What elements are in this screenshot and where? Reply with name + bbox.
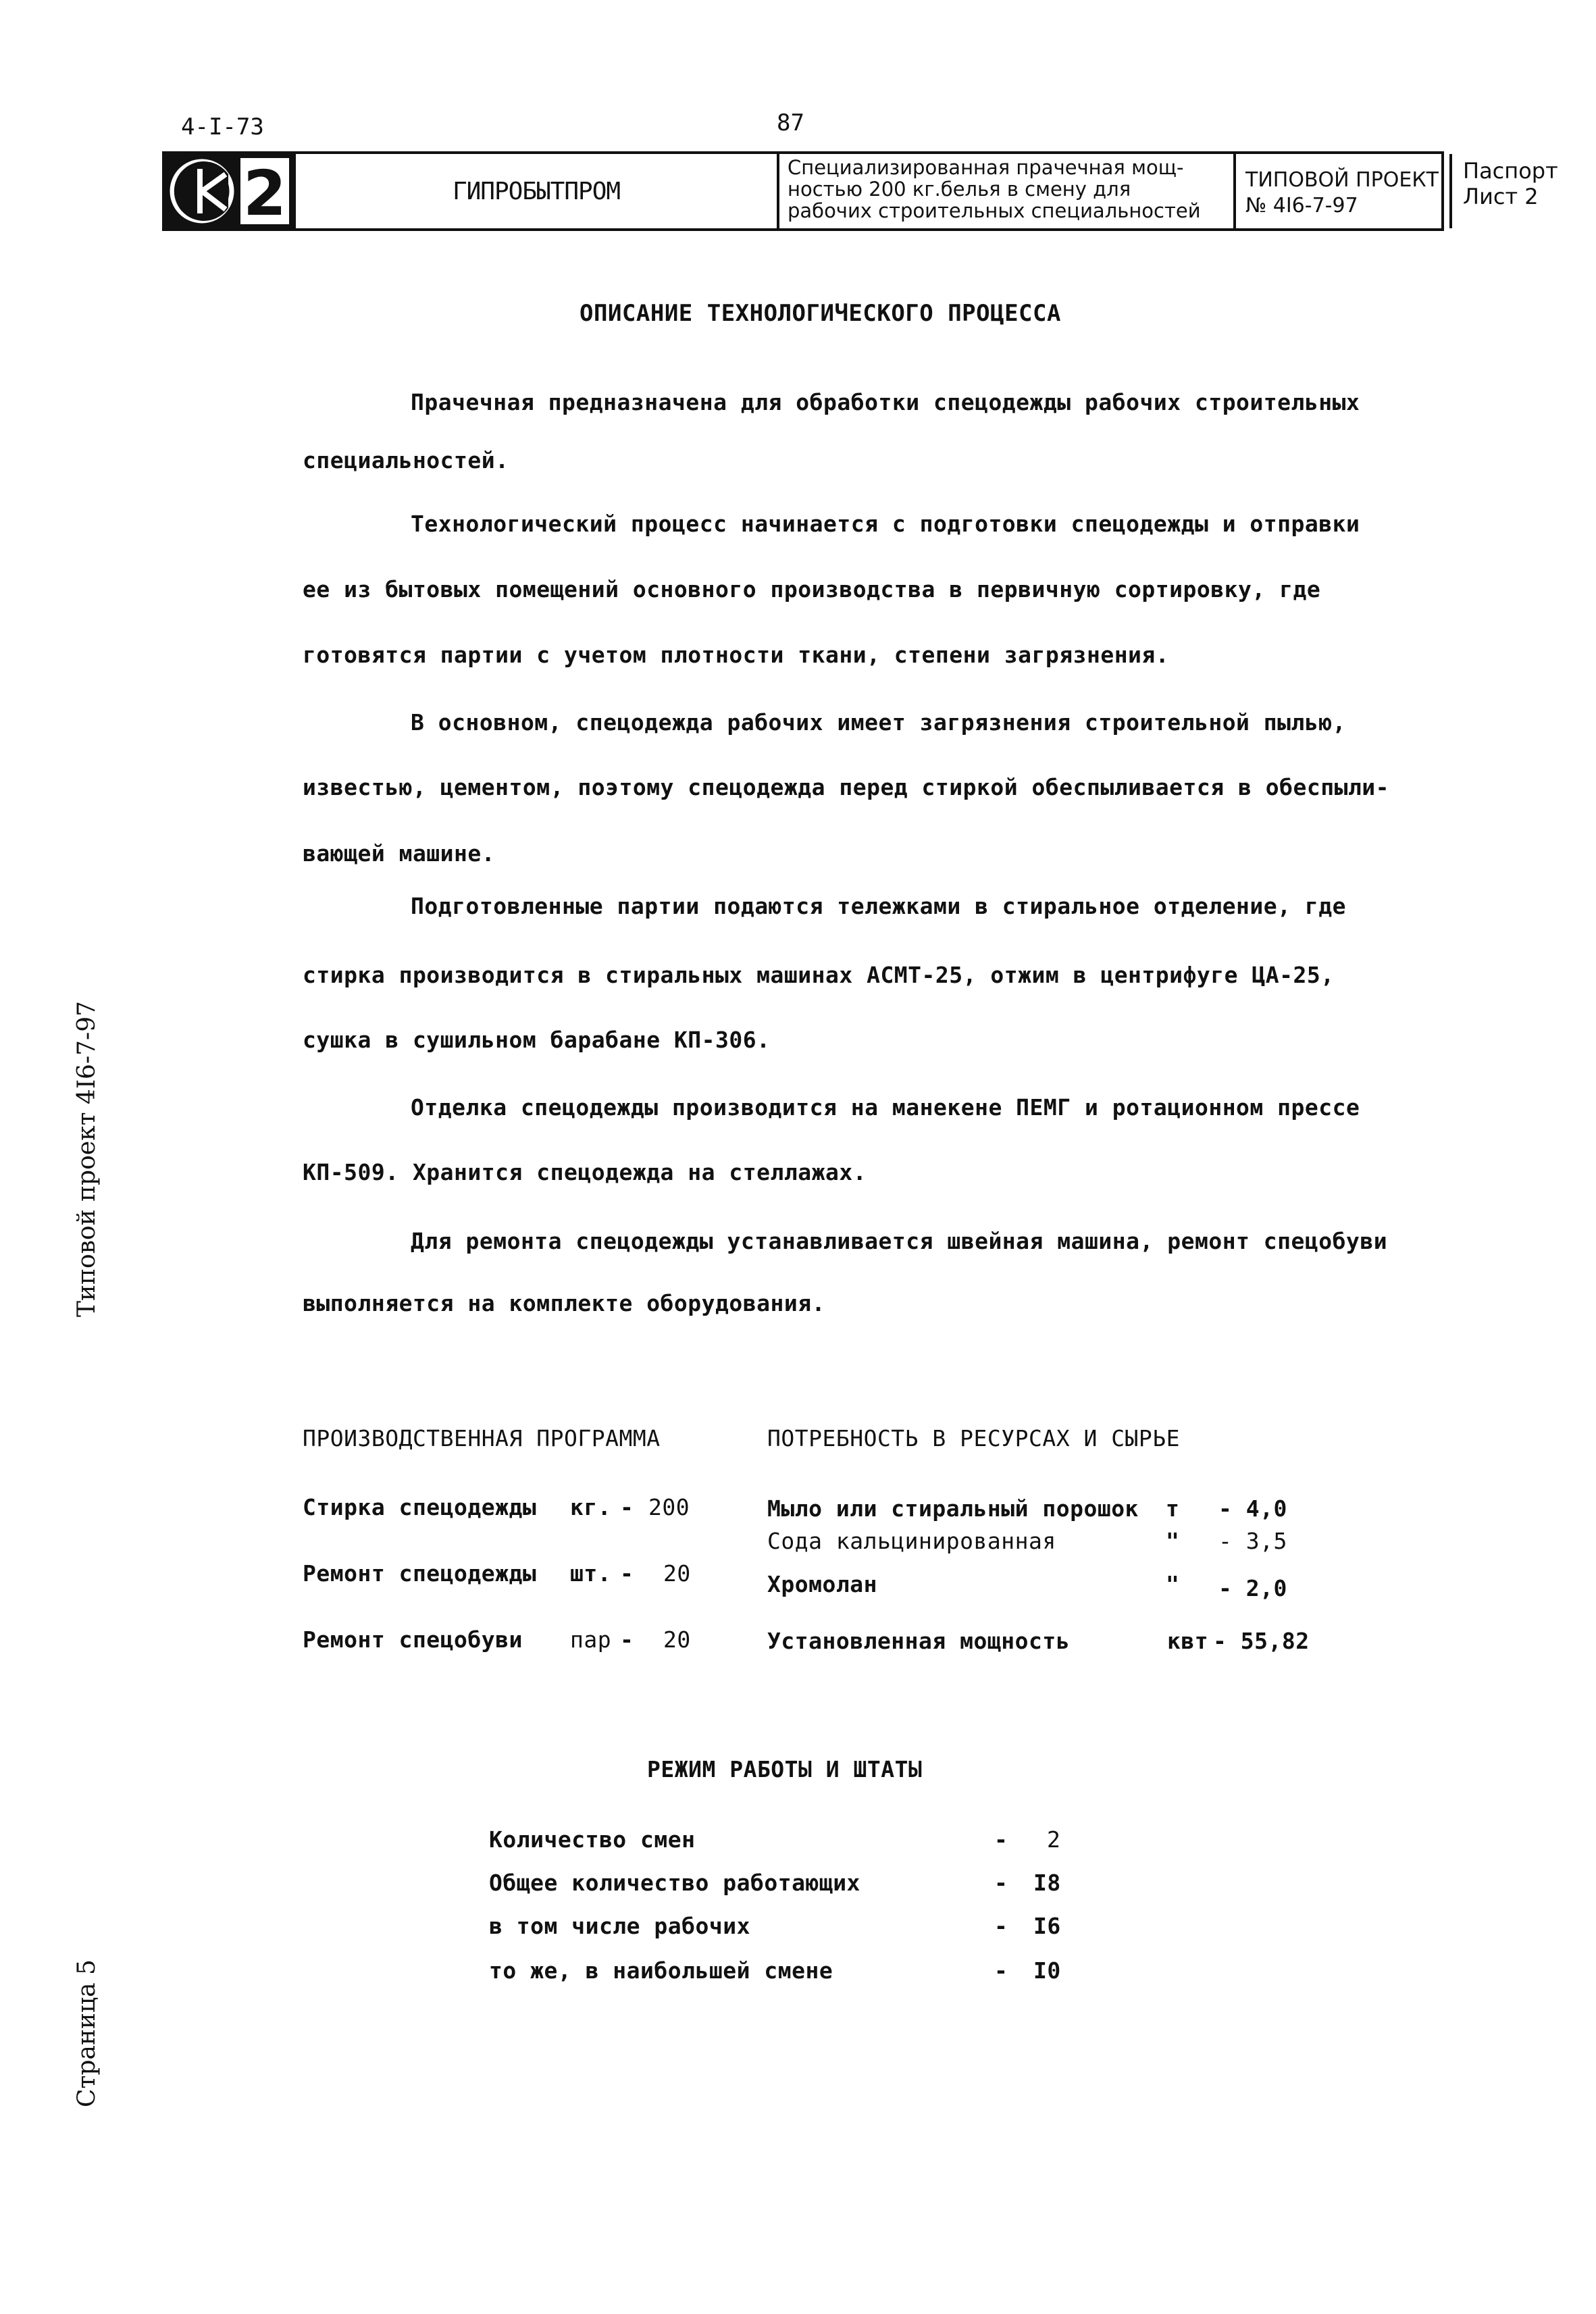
resource-row-name: Хромолан — [767, 1571, 877, 1597]
staff-row-name: то же, в наибольшей смене — [489, 1957, 833, 1984]
resource-row-unit: квт — [1167, 1628, 1209, 1654]
body-line: готовятся партии с учетом плотности ткани, степени загрязнения. — [303, 642, 1170, 668]
body-line: Технологический процесс начинается с подготовки спецодежды и отправки — [411, 511, 1360, 537]
program-row-value: 20 — [663, 1626, 691, 1653]
sheet-label: Лист 2 — [1463, 184, 1539, 209]
body-line: Прачечная предназначена для обработки спецодежды рабочих строительных — [411, 389, 1360, 415]
resource-row-value: - 55,82 — [1213, 1628, 1310, 1654]
staff-row-value: I8 — [1033, 1870, 1061, 1896]
document-code: 4-I-73 — [181, 113, 264, 140]
body-line: В основном, спецодежда рабочих имеет загрязнения строительной пылью, — [411, 709, 1347, 736]
body-line: специальностей. — [303, 447, 509, 473]
program-row-dash: - — [620, 1626, 634, 1653]
program-row-unit: шт. — [570, 1560, 612, 1587]
staff-row-value: I0 — [1033, 1957, 1061, 1984]
body-line: КП-509. Хранится спецодежда на стеллажах. — [303, 1159, 867, 1185]
resource-row-value: - 4,0 — [1218, 1495, 1287, 1522]
body-line: известью, цементом, поэтому спецодежда перед стиркой обеспыливается в обеспыли- — [303, 774, 1390, 800]
page-number: 87 — [777, 109, 804, 136]
organization-name: ГИПРОБЫТПРОМ — [452, 177, 621, 205]
resource-row-unit: " — [1166, 1571, 1180, 1597]
title-block — [162, 151, 1558, 231]
resource-row-value: - 2,0 — [1218, 1575, 1287, 1601]
project-title — [777, 154, 1233, 228]
resource-row-unit: " — [1166, 1528, 1180, 1554]
passport-label: Паспорт — [1463, 158, 1558, 184]
body-line: Подготовленные партии подаются тележками в стиральное отделение, где — [411, 893, 1347, 919]
program-row-name: Ремонт спецобуви — [303, 1626, 523, 1653]
type-project-label: ТИПОВОЙ ПРОЕКТ — [1245, 168, 1439, 192]
staff-row-name: Общее количество работающих — [489, 1870, 860, 1896]
staff-row-dash: - — [994, 1913, 1008, 1939]
side-project-label: Типовой проект 4I6-7-97 — [73, 1001, 101, 1317]
body-line: Отделка спецодежды производится на манекене ПЕМГ и ротационном прессе — [411, 1094, 1360, 1121]
program-row-dash: - — [620, 1494, 634, 1520]
svg-text:2: 2 — [242, 157, 287, 228]
program-row-dash: - — [620, 1560, 634, 1587]
resources-heading: ПОТРЕБНОСТЬ В РЕСУРСАХ И СЫРЬЕ — [767, 1425, 1181, 1451]
program-row-unit: пар — [570, 1626, 612, 1653]
program-row-name: Стирка спецодежды — [303, 1494, 537, 1520]
body-line: сушка в сушильном барабане КП-306. — [303, 1027, 771, 1053]
resource-row-name: Установленная мощность — [767, 1628, 1071, 1654]
body-line: Для ремонта спецодежды устанавливается швейная машина, ремонт спецобуви — [411, 1228, 1388, 1254]
body-line: ее из бытовых помещений основного производства в первичную сортировку, где — [303, 576, 1321, 602]
program-row-unit: кг. — [570, 1494, 612, 1520]
organization-cell — [293, 154, 777, 228]
staff-row-dash: - — [994, 1826, 1008, 1853]
project-title-line: рабочих строительных специальностей — [788, 199, 1201, 222]
staff-row-value: I6 — [1033, 1913, 1061, 1939]
logo — [165, 154, 293, 228]
project-title-line: Специализированная прачечная мощ- — [788, 156, 1184, 179]
project-title-line: ностью 200 кг.белья в смену для — [788, 178, 1131, 201]
passport-cell — [1449, 154, 1596, 228]
staff-row-name: в том числе рабочих — [489, 1913, 750, 1939]
body-line: вающей машине. — [303, 840, 496, 867]
type-project-cell — [1233, 154, 1447, 228]
staff-row-name: Количество смен — [489, 1826, 696, 1853]
program-row-value: 200 — [648, 1494, 690, 1520]
type-project-number: № 4I6-7-97 — [1245, 194, 1358, 217]
resource-row-name: Сода кальцинированная — [767, 1528, 1056, 1554]
sk2-logo-icon — [165, 154, 293, 228]
program-row-value: 20 — [663, 1560, 691, 1587]
body-line: выполняется на комплекте оборудования. — [303, 1290, 825, 1316]
resource-row-name: Мыло или стиральный порошок — [767, 1495, 1139, 1522]
staff-row-value: 2 — [1047, 1826, 1061, 1853]
resource-row-unit: т — [1166, 1495, 1180, 1522]
program-heading: ПРОИЗВОДСТВЕННАЯ ПРОГРАММА — [303, 1425, 661, 1451]
staff-row-dash: - — [994, 1870, 1008, 1896]
staff-row-dash: - — [994, 1957, 1008, 1984]
resource-row-value: - 3,5 — [1218, 1528, 1287, 1554]
staff-heading: РЕЖИМ РАБОТЫ И ШТАТЫ — [647, 1756, 923, 1782]
body-line: стирка производится в стиральных машинах АСМТ-25, отжим в центрифуге ЦА-25, — [303, 962, 1335, 988]
side-page-label: Страница 5 — [73, 1959, 101, 2107]
section-heading: ОПИСАНИЕ ТЕХНОЛОГИЧЕСКОГО ПРОЦЕССА — [580, 300, 1061, 327]
program-row-name: Ремонт спецодежды — [303, 1560, 537, 1587]
